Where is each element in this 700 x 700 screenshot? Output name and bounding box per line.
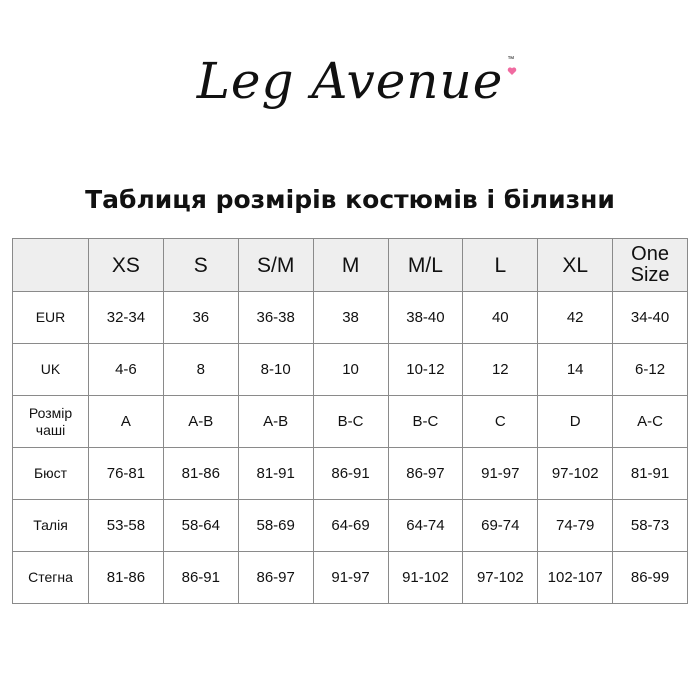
page-title: Таблиця розмірів костюмів і білизни [85, 185, 615, 214]
table-cell: A-C [613, 396, 688, 448]
table-header-row [13, 239, 688, 292]
header-cell-ml: M/L [388, 239, 463, 292]
table-cell: A [89, 396, 164, 448]
table-row [13, 448, 688, 500]
brand-logo [0, 52, 700, 110]
table-cell: 12 [463, 344, 538, 396]
header-cell-one-size: One Size [613, 239, 688, 292]
table-cell: A-B [163, 396, 238, 448]
table-cell: 6-12 [613, 344, 688, 396]
table-cell: 4-6 [89, 344, 164, 396]
table-cell: 8-10 [238, 344, 313, 396]
header-cell-l: L [463, 239, 538, 292]
table-cell: 10-12 [388, 344, 463, 396]
brand-logo-text [196, 52, 516, 110]
table-cell: 81-86 [89, 552, 164, 604]
row-label: Талія [13, 500, 89, 552]
header-cell-xs: XS [89, 239, 164, 292]
table-cell: 86-97 [238, 552, 313, 604]
table-cell: A-B [238, 396, 313, 448]
table-cell: 36 [163, 292, 238, 344]
table-cell: 34-40 [613, 292, 688, 344]
table-cell: 86-91 [313, 448, 388, 500]
table-cell: B-C [313, 396, 388, 448]
table-cell: 86-99 [613, 552, 688, 604]
table-row [13, 552, 688, 604]
table-cell: 81-86 [163, 448, 238, 500]
table-cell: 58-73 [613, 500, 688, 552]
table-cell: 58-69 [238, 500, 313, 552]
table-cell: 91-97 [313, 552, 388, 604]
table-cell: 69-74 [463, 500, 538, 552]
table-cell: C [463, 396, 538, 448]
table-cell: 102-107 [538, 552, 613, 604]
table-cell: D [538, 396, 613, 448]
header-cell-xl: XL [538, 239, 613, 292]
table-row [13, 396, 688, 448]
header-cell-s: S [163, 239, 238, 292]
table-row [13, 292, 688, 344]
table-cell: 86-97 [388, 448, 463, 500]
table-cell: 53-58 [89, 500, 164, 552]
table-cell: 86-91 [163, 552, 238, 604]
table-cell: 32-34 [89, 292, 164, 344]
table-cell: 81-91 [613, 448, 688, 500]
header-cell-empty [13, 239, 89, 292]
header-cell-m: M [313, 239, 388, 292]
row-label: EUR [13, 292, 89, 344]
table-cell: 58-64 [163, 500, 238, 552]
table-cell: 76-81 [89, 448, 164, 500]
table-cell: 64-69 [313, 500, 388, 552]
table-row [13, 500, 688, 552]
logo-wordmark: Leg Avenue [196, 52, 504, 110]
table-cell: 81-91 [238, 448, 313, 500]
row-label: UK [13, 344, 89, 396]
size-chart-table [12, 238, 688, 604]
row-label: Бюст [13, 448, 89, 500]
table-cell: 38 [313, 292, 388, 344]
table-cell: 42 [538, 292, 613, 344]
table-cell: 91-97 [463, 448, 538, 500]
table-cell: 14 [538, 344, 613, 396]
header-cell-sm: S/M [238, 239, 313, 292]
table-cell: 97-102 [463, 552, 538, 604]
table-cell: 38-40 [388, 292, 463, 344]
table-cell: B-C [388, 396, 463, 448]
table-cell: 40 [463, 292, 538, 344]
table-cell: 91-102 [388, 552, 463, 604]
table-cell: 8 [163, 344, 238, 396]
row-label: Стегна [13, 552, 89, 604]
table-cell: 10 [313, 344, 388, 396]
table-cell: 97-102 [538, 448, 613, 500]
table-cell: 36-38 [238, 292, 313, 344]
row-label: Розмір чаші [13, 396, 89, 448]
heart-icon [507, 66, 517, 76]
table-cell: 74-79 [538, 500, 613, 552]
table-cell: 64-74 [388, 500, 463, 552]
table-row [13, 344, 688, 396]
trademark-mark: ™ [507, 56, 516, 63]
